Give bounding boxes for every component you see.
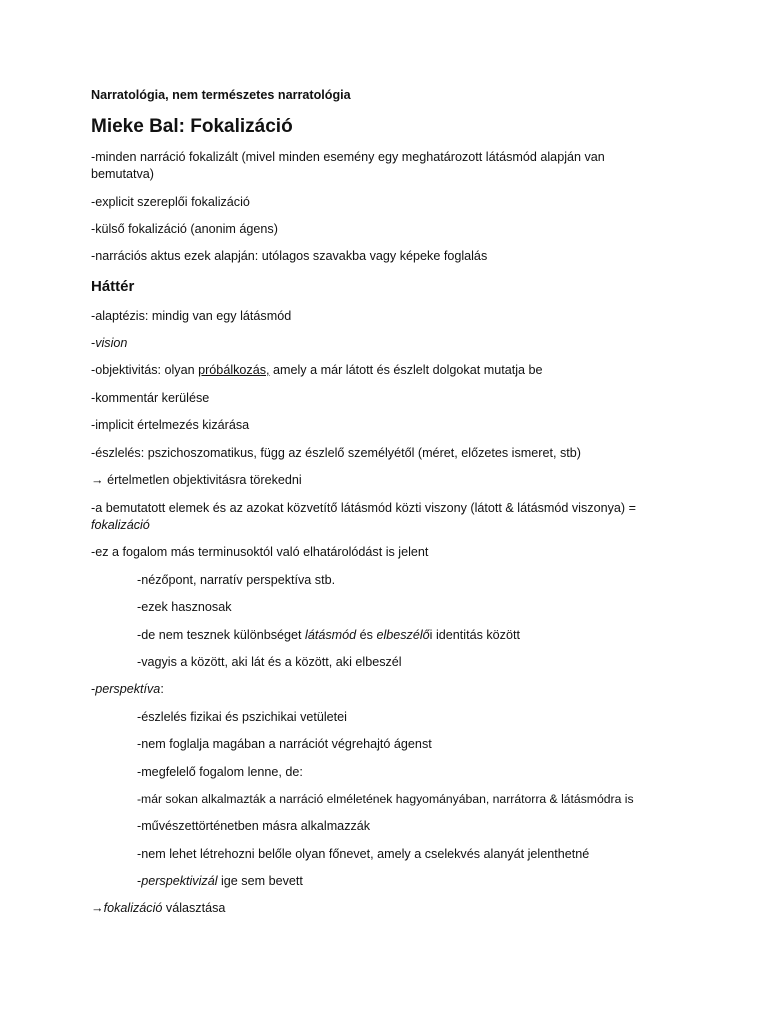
dash: - — [91, 682, 96, 696]
text-part: i identitás között — [429, 628, 520, 642]
persp-line-1: -észlelés fizikai és pszichikai vetületei — [137, 710, 347, 724]
line-arrow-1: → értelmetlen objektivitásra törekedni — [91, 473, 302, 487]
indent-line-4: -vagyis a között, aki lát és a között, aki elbeszél — [137, 655, 402, 669]
intro-line-1: -minden narráció fokalizált (mivel minden esemény egy meghatározott látásmód alapján van bemutatva) — [91, 150, 605, 181]
colon: : — [160, 682, 164, 696]
persp-line-4: -már sokan alkalmazták a narráció elméletének hagyományában, narrátorra & látásmódra is — [137, 792, 634, 806]
section-title: Háttér — [91, 278, 135, 295]
text-part: és — [356, 628, 377, 642]
text-part: -objektivitás: olyan — [91, 363, 199, 377]
intro-line-2: -explicit szereplői fokalizáció — [91, 195, 250, 209]
line-vision — [91, 335, 691, 352]
underlined-word: próbálkozás, — [198, 363, 270, 377]
line-kommentar: -kommentár kerülése — [91, 391, 210, 405]
document-header: Narratológia, nem természetes narratológia — [91, 88, 351, 102]
text-part: amely a már látott és észlelt dolgokat mutatja be — [269, 363, 543, 377]
arrow-icon: → — [91, 901, 104, 915]
dash: - — [91, 336, 96, 350]
persp-line-2: -nem foglalja magában a narrációt végrehajtó ágenst — [137, 737, 432, 751]
italic-term: fokalizáció — [91, 518, 150, 532]
italic-term: látásmód — [305, 628, 357, 642]
vision-term: vision — [95, 336, 128, 350]
italic-term: fokalizáció — [103, 901, 163, 915]
line-final — [91, 900, 691, 917]
text-part: -a bemutatott elemek és az azokat közvetítő látásmód közti viszony (látott & látásmód viszonya) = — [91, 501, 636, 515]
line-implicit: -implicit értelmezés kizárása — [91, 418, 250, 432]
text-part: ige sem bevett — [217, 874, 303, 888]
page-title: Mieke Bal: Fokalizáció — [91, 116, 293, 137]
intro-line-3: -külső fokalizáció (anonim ágens) — [91, 222, 278, 236]
line-bemutatott — [91, 500, 661, 534]
persp-line-6: -nem lehet létrehozni belőle olyan főnevet, amely a cselekvés alanyát jelenthetné — [137, 847, 590, 861]
line-alaptezis: -alaptézis: mindig van egy látásmód — [91, 309, 292, 323]
indent-line-3 — [137, 627, 697, 644]
text-part: választása — [162, 901, 226, 915]
persp-line-7 — [137, 873, 697, 890]
italic-term: elbeszélő — [376, 628, 430, 642]
italic-term: perspektivizál — [141, 874, 218, 888]
text-part: -de nem tesznek különbséget — [137, 628, 306, 642]
line-perspektiva — [91, 681, 691, 698]
line-objektivitas — [91, 362, 691, 379]
dash: - — [137, 874, 142, 888]
indent-line-2: -ezek hasznosak — [137, 600, 232, 614]
intro-line-4: -narrációs aktus ezek alapján: utólagos szavakba vagy képeke foglalás — [91, 249, 488, 263]
line-eszleles: -észlelés: pszichoszomatikus, függ az észlelő személyétől (méret, előzetes ismeret, stb) — [91, 446, 581, 460]
indent-line-1: -nézőpont, narratív perspektíva stb. — [137, 573, 336, 587]
persp-line-3: -megfelelő fogalom lenne, de: — [137, 765, 303, 779]
line-fogalom: -ez a fogalom más terminusoktól való elhatárolódást is jelent — [91, 545, 429, 559]
persp-line-5: -művészettörténetben másra alkalmazzák — [137, 819, 371, 833]
italic-term: perspektíva — [95, 682, 161, 696]
